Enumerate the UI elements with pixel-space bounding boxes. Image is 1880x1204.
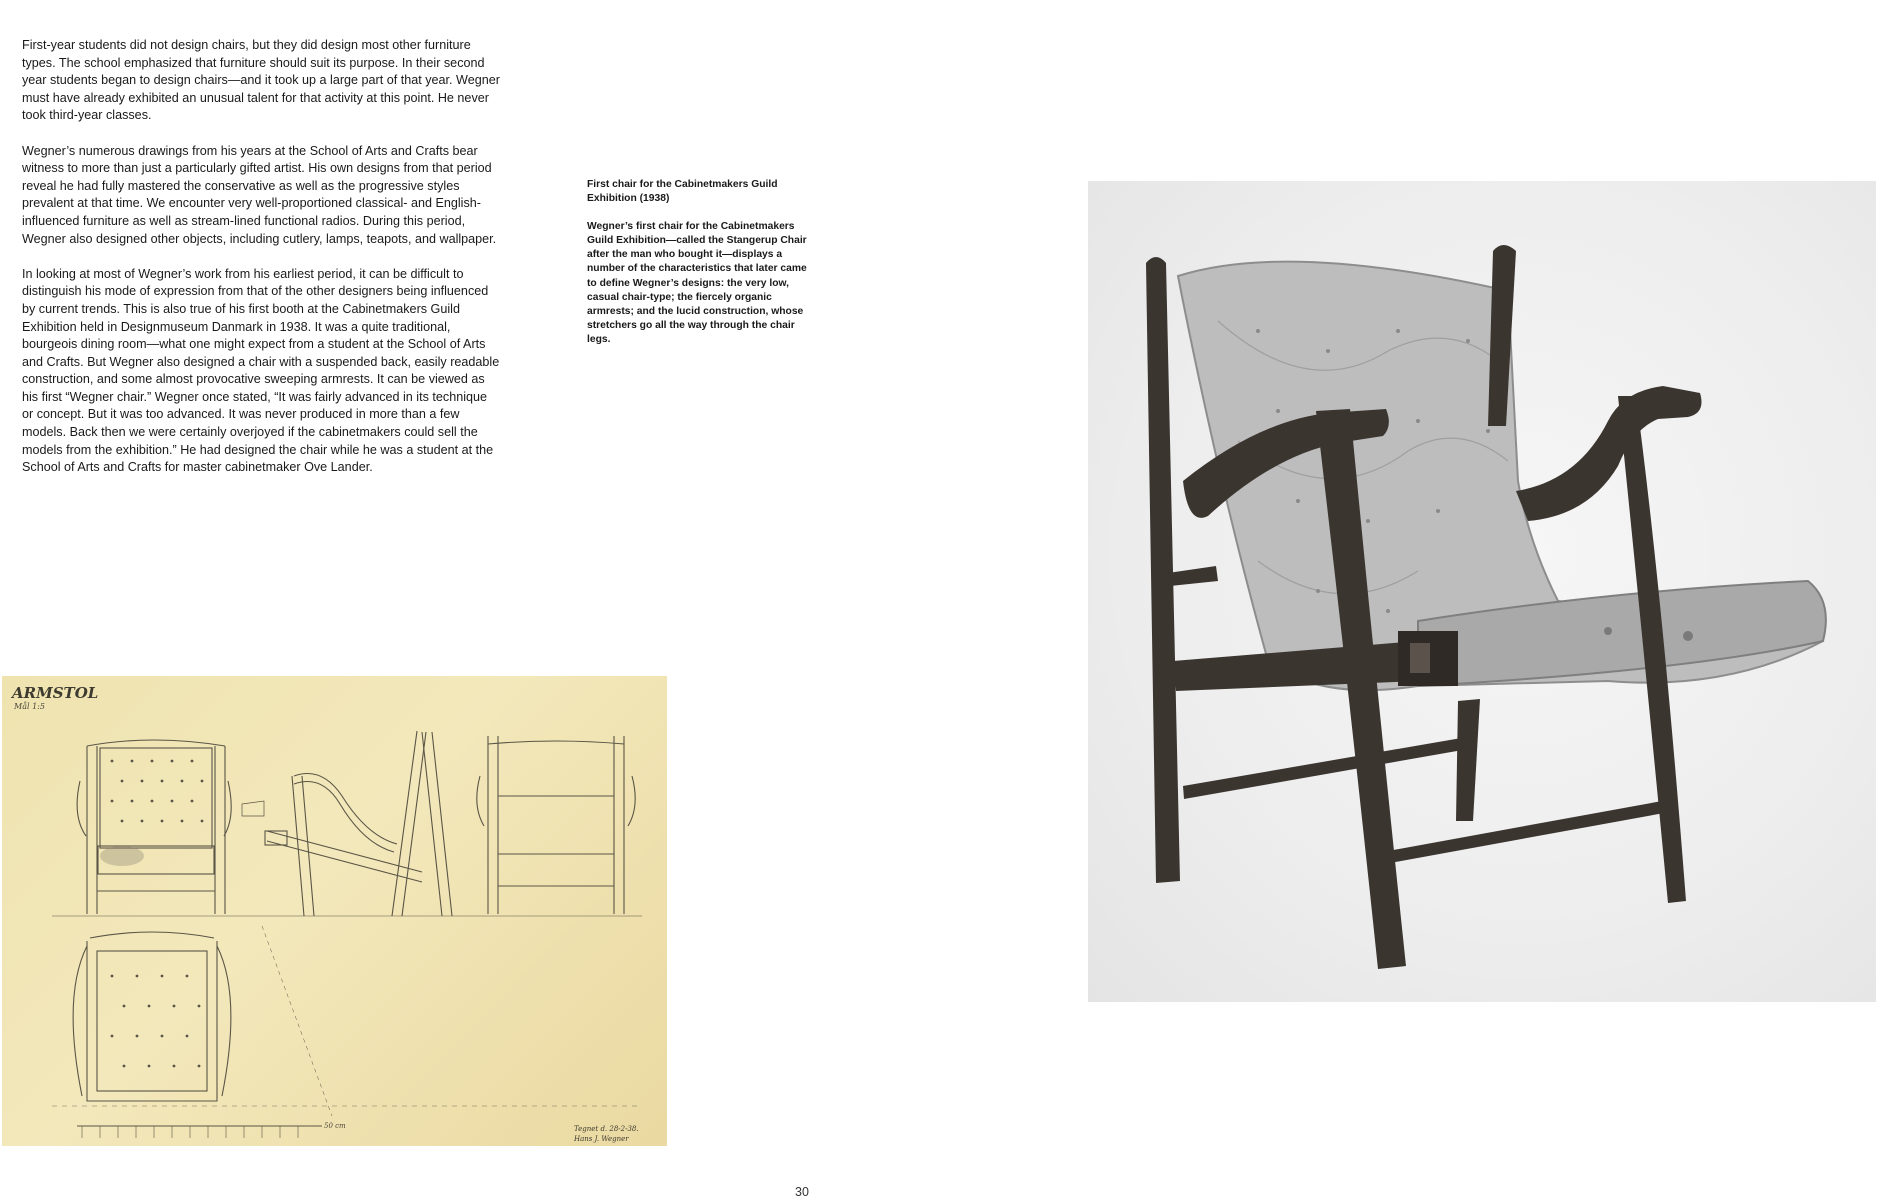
body-paragraph-3: In looking at most of Wegner’s work from his earliest period, it can be difficult to distinguish his mode of expression from that of the other designers being influenced by current trends. This is also true of his first booth at the Cabinetmakers Guild Exhibition held in Designmuseum Danmark in 1938. It was a quite traditional, bourgeois dining room—what one might expect from a student at the School of Arts and Crafts. But Wegner also designed a chair with a suspended back, easily readable construction, and some almost provocative sweeping armrests. It can be viewed as his first “Wegner chair.” Wegner once stated, “It was fairly advanced in its technique or concept. But it was too advanced. It was never produced in more than a few models. Back then we were certainly overjoyed if the cabinetmakers could sell the models from the exhibition.” He had designed the chair while he was a student at the School of Arts and Crafts for master cabinetmaker Ove Lander. <box>22 266 500 475</box>
page-number: 30 <box>795 1185 809 1199</box>
drawing-scale-label: 50 cm <box>324 1122 346 1130</box>
caption-title: First chair for the Cabinetmakers Guild Exhibition (1938) <box>587 179 778 205</box>
caption-text: Wegner’s first chair for the Cabinetmakers Guild Exhibition—called the Stangerup Chair after the man who bought it—displays a number of the characteristics that later came to define Wegner’s designs: the very low, casual chair-type; the fiercely organic armrests; and the lucid construction, whose stretchers go all the way through the chair legs. <box>587 221 807 345</box>
body-paragraph-1: First-year students did not design chairs, but they did design most other furniture types. The school emphasized that furniture should suit its purpose. In their second year students began to design chairs—and it took up a large part of that year. Wegner must have already exhibited an unusual talent for that activity at this point. He never took third-year classes. <box>22 38 500 123</box>
drawing-scale-note: Mål 1:5 <box>14 702 45 711</box>
drawing-linework <box>2 676 667 1146</box>
signature-date: Tegnet d. 28-2-38. <box>574 1125 639 1133</box>
signature-name: Hans J. Wegner <box>574 1135 629 1143</box>
chair-illustration <box>1088 181 1876 1002</box>
photo-caption <box>587 178 815 361</box>
body-text <box>22 37 500 494</box>
body-paragraph-2: Wegner’s numerous drawings from his years at the School of Arts and Crafts bear witness to more than just a particularly gifted artist. His own designs from that period reveal he had fully mastered the conservative as well as the progressive styles prevalent at that time. We encounter very well-proportioned classical- and English-influenced furniture as well as stream-lined functional radios. During this period, Wegner also designed other objects, including cutlery, lamps, teapots, and wallpaper. <box>22 143 497 246</box>
chair-technical-drawing <box>2 676 667 1146</box>
drawing-title: ARMSTOL <box>12 684 99 702</box>
drawing-signature <box>574 1124 639 1144</box>
chair-photograph <box>1088 181 1876 1002</box>
